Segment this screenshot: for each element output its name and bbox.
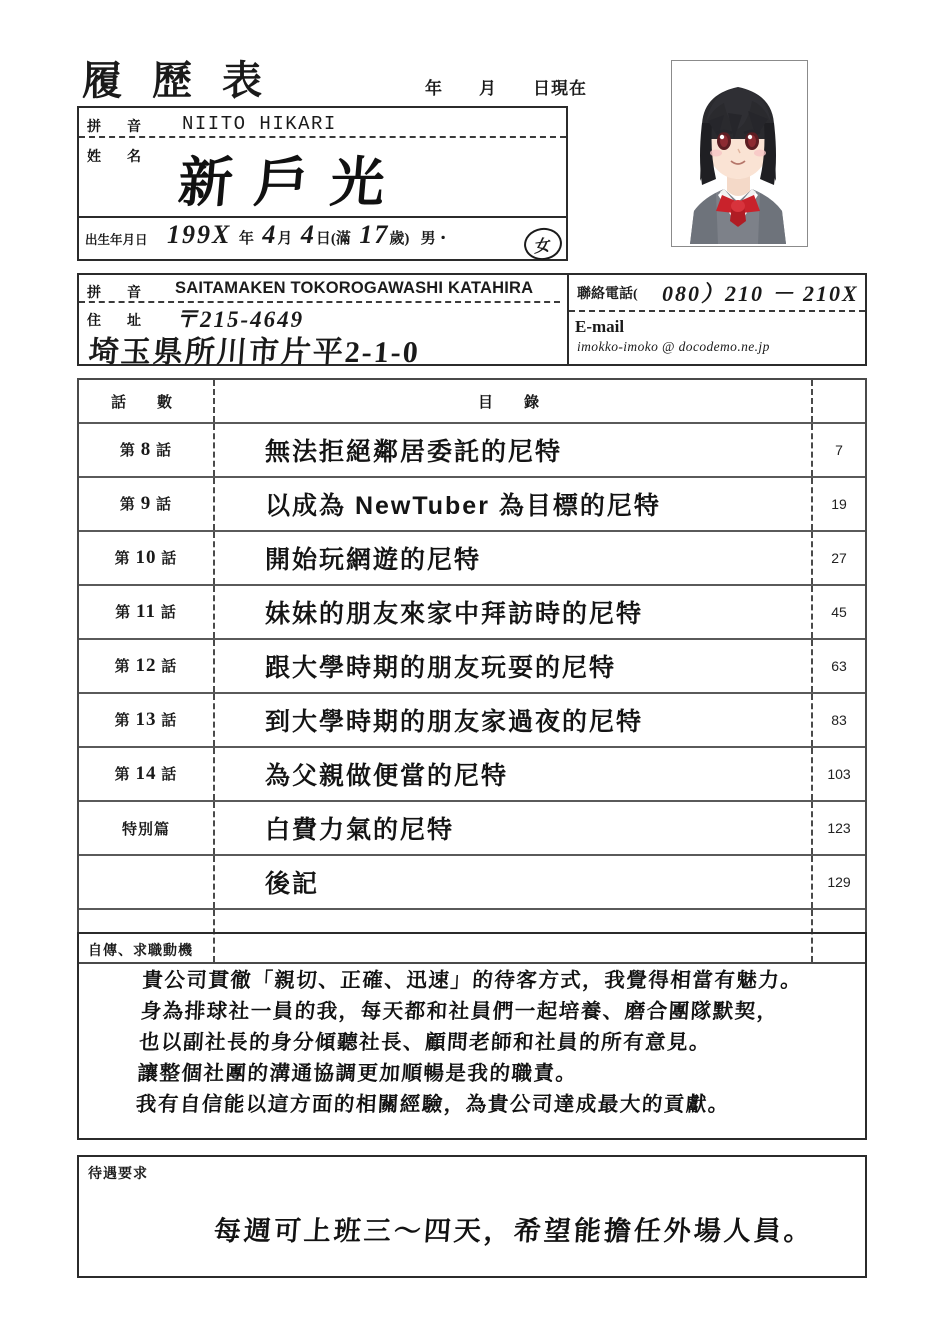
telephone-label: 聯絡電話( bbox=[577, 287, 638, 302]
toc-episode-title: 到大學時期的朋友家過夜的尼特 bbox=[214, 693, 812, 747]
birth-day-unit: 日(滿 bbox=[315, 231, 351, 247]
toc-header-episode: 話 數 bbox=[79, 380, 214, 423]
table-of-contents bbox=[77, 378, 867, 964]
table-row[interactable] bbox=[79, 693, 865, 747]
birth-year-unit: 年 bbox=[238, 231, 254, 247]
gender-female: 女 bbox=[532, 237, 551, 257]
toc-header-title: 目 錄 bbox=[214, 380, 812, 423]
request-text: 每週可上班三～四天，希望能擔任外場人員。 bbox=[212, 1216, 815, 1246]
toc-episode-title: 跟大學時期的朋友玩耍的尼特 bbox=[214, 639, 812, 693]
date-line: 年 月 日現在 bbox=[425, 79, 587, 98]
divider-vertical bbox=[567, 275, 569, 364]
divider-dashed bbox=[79, 136, 566, 138]
address-pinyin-value: SAITAMAKEN TOKOROGAWASHI KATAHIRA bbox=[175, 279, 534, 297]
self-introduction-box bbox=[77, 932, 867, 1140]
table-row[interactable] bbox=[79, 747, 865, 801]
toc-page-number: 103 bbox=[812, 747, 865, 801]
toc-page-number: 27 bbox=[812, 531, 865, 585]
toc-header-page bbox=[812, 380, 865, 423]
toc-page-number: 123 bbox=[812, 801, 865, 855]
birth-month-unit: 月 bbox=[277, 231, 293, 247]
portrait-illustration bbox=[672, 61, 805, 244]
toc-episode-number: 第 13 話 bbox=[79, 693, 214, 747]
self-introduction-line: 貴公司貫徹「親切、正確、迅速」的待客方式，我覺得相當有魅力。 bbox=[141, 970, 803, 992]
self-introduction-line: 讓整個社團的溝通協調更加順暢是我的職責。 bbox=[136, 1063, 578, 1085]
toc-episode-title: 無法拒絕鄰居委託的尼特 bbox=[214, 423, 812, 477]
self-introduction-text bbox=[135, 966, 855, 1121]
toc-episode-number: 第 8 話 bbox=[79, 423, 214, 477]
toc-episode-title: 妹妹的朋友來家中拜訪時的尼特 bbox=[214, 585, 812, 639]
table-row[interactable] bbox=[79, 531, 865, 585]
toc-table bbox=[79, 380, 865, 962]
toc-episode-number: 第 10 話 bbox=[79, 531, 214, 585]
self-introduction-line: 也以副社長的身分傾聽社長、顧問老師和社員的所有意見。 bbox=[138, 1032, 712, 1054]
divider-dashed bbox=[79, 301, 560, 303]
name-value: 新戶光 bbox=[175, 153, 410, 213]
toc-episode-number bbox=[79, 855, 214, 909]
self-introduction-label: 自傳、求職動機 bbox=[88, 944, 193, 959]
toc-page-number: 83 bbox=[812, 693, 865, 747]
toc-episode-title: 開始玩網遊的尼特 bbox=[214, 531, 812, 585]
toc-header-row bbox=[79, 380, 865, 423]
toc-page-number: 63 bbox=[812, 639, 865, 693]
gender-separator: ・ bbox=[435, 231, 451, 247]
gender-male: 男 bbox=[420, 231, 436, 247]
toc-episode-number: 第 11 話 bbox=[79, 585, 214, 639]
address-value: 埼玉県所川市片平2-1-0 bbox=[87, 336, 421, 369]
address-box bbox=[77, 273, 867, 369]
request-label: 待遇要求 bbox=[88, 1167, 148, 1182]
request-box bbox=[77, 1155, 867, 1278]
toc-page-number: 7 bbox=[812, 423, 865, 477]
toc-body bbox=[79, 380, 865, 962]
self-introduction-line: 我有自信能以這方面的相關經驗，為貴公司達成最大的貢獻。 bbox=[135, 1094, 731, 1116]
toc-episode-number: 第 12 話 bbox=[79, 639, 214, 693]
portrait-photo bbox=[671, 60, 808, 247]
table-row[interactable] bbox=[79, 477, 865, 531]
page-title: 履 歷 表 bbox=[82, 58, 272, 103]
table-row[interactable] bbox=[79, 423, 865, 477]
email-value: imokko-imoko @ docodemo.ne.jp bbox=[577, 339, 770, 354]
birth-month: 4 bbox=[262, 220, 278, 249]
birth-year: 199X bbox=[167, 220, 232, 249]
divider-solid bbox=[79, 216, 566, 218]
toc-episode-title: 白費力氣的尼特 bbox=[214, 801, 812, 855]
age-value: 17 bbox=[359, 220, 390, 249]
birthdate-value bbox=[167, 220, 451, 250]
address-label: 住 址 bbox=[87, 314, 147, 329]
table-row[interactable] bbox=[79, 855, 865, 909]
self-introduction-line: 身為排球社一員的我，每天都和社員們一起培養、磨合團隊默契， bbox=[140, 1001, 780, 1023]
name-label: 姓 名 bbox=[87, 150, 147, 165]
birth-day: 4 bbox=[300, 220, 316, 249]
toc-episode-title: 以成為 NewTuber 為目標的尼特 bbox=[214, 477, 812, 531]
table-row[interactable] bbox=[79, 585, 865, 639]
toc-episode-title: 後記 bbox=[214, 855, 812, 909]
toc-episode-number: 特別篇 bbox=[79, 801, 214, 855]
email-label: E-mail bbox=[575, 317, 625, 336]
telephone-value: 080）210 － 210X bbox=[662, 281, 859, 306]
address-pinyin-label: 拼 音 bbox=[87, 286, 147, 301]
toc-episode-number: 第 14 話 bbox=[79, 747, 214, 801]
toc-page-number: 45 bbox=[812, 585, 865, 639]
divider-dashed bbox=[569, 310, 865, 312]
pinyin-value: NIITO HIKARI bbox=[182, 113, 337, 135]
age-unit: 歲) bbox=[389, 231, 410, 247]
toc-episode-number: 第 9 話 bbox=[79, 477, 214, 531]
pinyin-label: 拼 音 bbox=[87, 120, 147, 135]
table-row[interactable] bbox=[79, 801, 865, 855]
postal-code-value: 〒215-4649 bbox=[175, 307, 305, 332]
toc-page-number: 19 bbox=[812, 477, 865, 531]
table-row[interactable] bbox=[79, 639, 865, 693]
personal-info-box bbox=[77, 106, 568, 261]
toc-page-number: 129 bbox=[812, 855, 865, 909]
toc-episode-title: 為父親做便當的尼特 bbox=[214, 747, 812, 801]
birthdate-label: 出生年月日 bbox=[85, 233, 148, 247]
